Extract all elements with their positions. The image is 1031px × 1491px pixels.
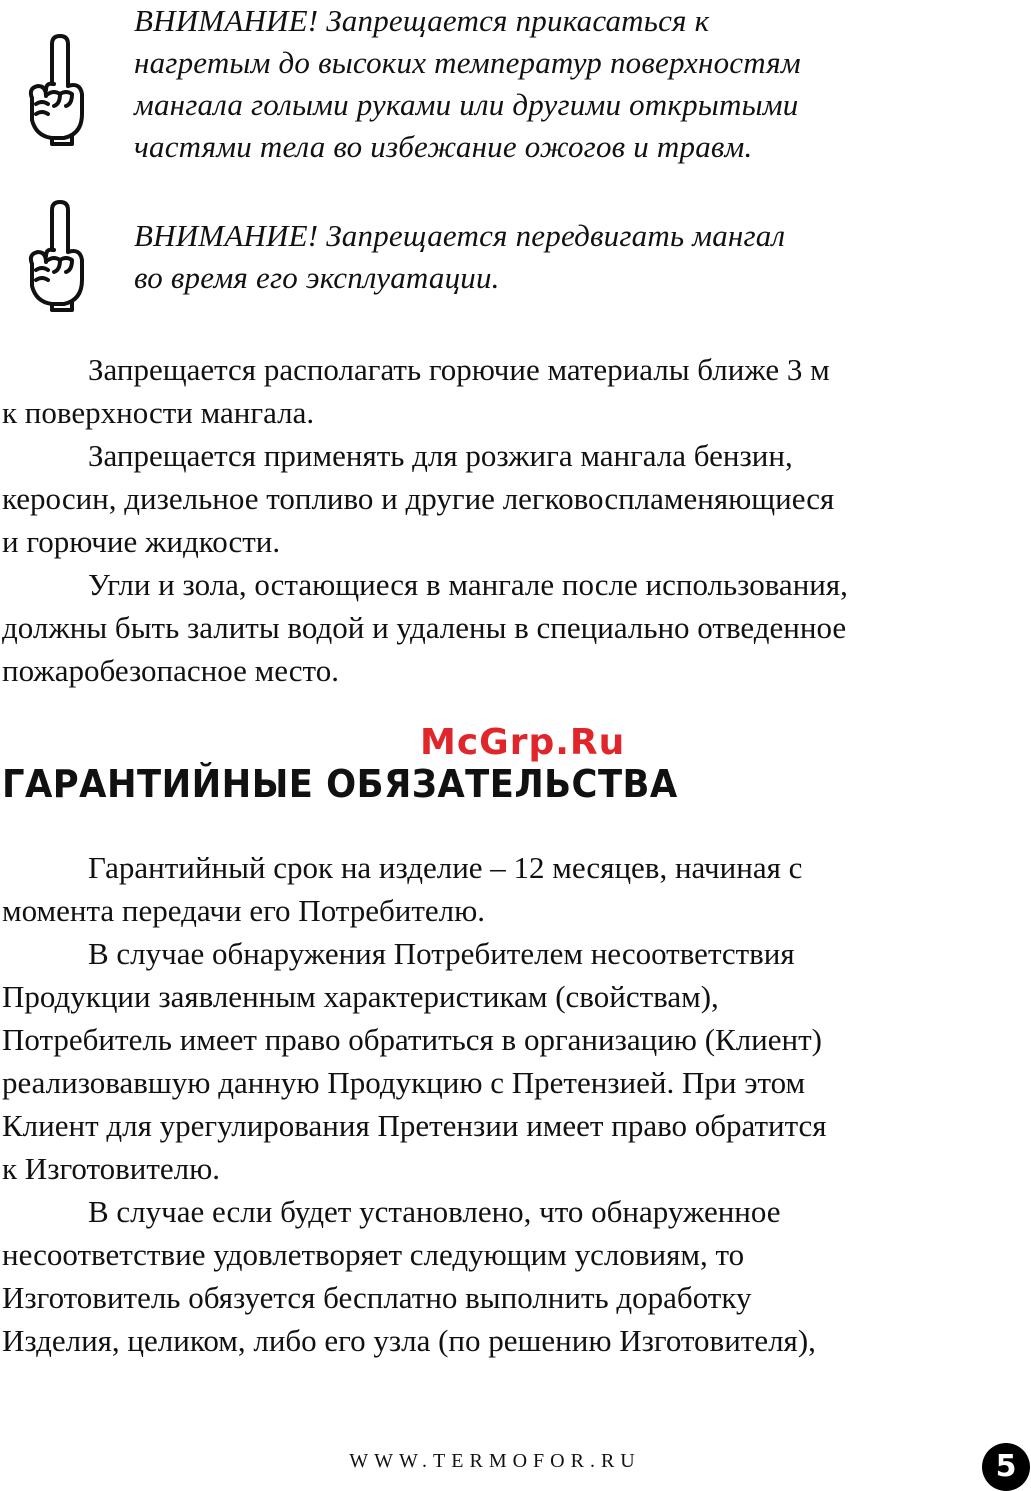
paragraph: Запрещается применять для розжига мангала бензин, керосин, дизельное топливо и другие легковоспламеняющиеся и горючие жидкости.	[2, 438, 835, 559]
section-title: ГАРАНТИЙНЫЕ ОБЯЗАТЕЛЬСТВА	[2, 762, 678, 806]
warning-text-2: ВНИМАНИЕ! Запрещается передвигать мангал во время его эксплуатации.	[134, 218, 786, 295]
safety-rules	[2, 348, 1002, 692]
pointing-hand-icon	[22, 34, 88, 146]
paragraph: Гарантийный срок на изделие – 12 месяцев, начиная с момента передачи его Потребителю.	[2, 850, 803, 928]
page-number: 5	[982, 1443, 1030, 1491]
paragraph: В случае если будет установлено, что обнаруженное несоответствие удовлетворяет следующим условиям, то Изготовитель обязуется бесплатно выполнить доработку Изделия, целиком, либо его узла (по решению Изготовителя),	[2, 1194, 816, 1358]
warranty-text	[2, 846, 1002, 1362]
footer-url: WWW.TERMOFOR.RU	[349, 1450, 641, 1472]
watermark: McGrp.Ru	[420, 722, 626, 763]
pointing-hand-icon	[22, 200, 88, 312]
paragraph: В случае обнаружения Потребителем несоответствия Продукции заявленным характеристикам (свойствам), Потребитель имеет право обратиться в организацию (Клиент) реализовавшую данную Продукцию с Претензией. При этом Клиент для урегулирования Претензии имеет право обратится к Изготовителю.	[2, 936, 827, 1186]
paragraph: Запрещается располагать горючие материалы ближе 3 м к поверхности мангала.	[2, 352, 830, 430]
paragraph: Угли и зола, остающиеся в мангале после использования, должны быть залиты водой и удалены в специально отведенное пожаробезопасное место.	[2, 567, 848, 688]
warning-text-1: ВНИМАНИЕ! Запрещается прикасаться к нагретым до высоких температур поверхностям мангала голыми руками или другими открытыми частями тела во избежание ожогов и травм.	[134, 3, 801, 164]
